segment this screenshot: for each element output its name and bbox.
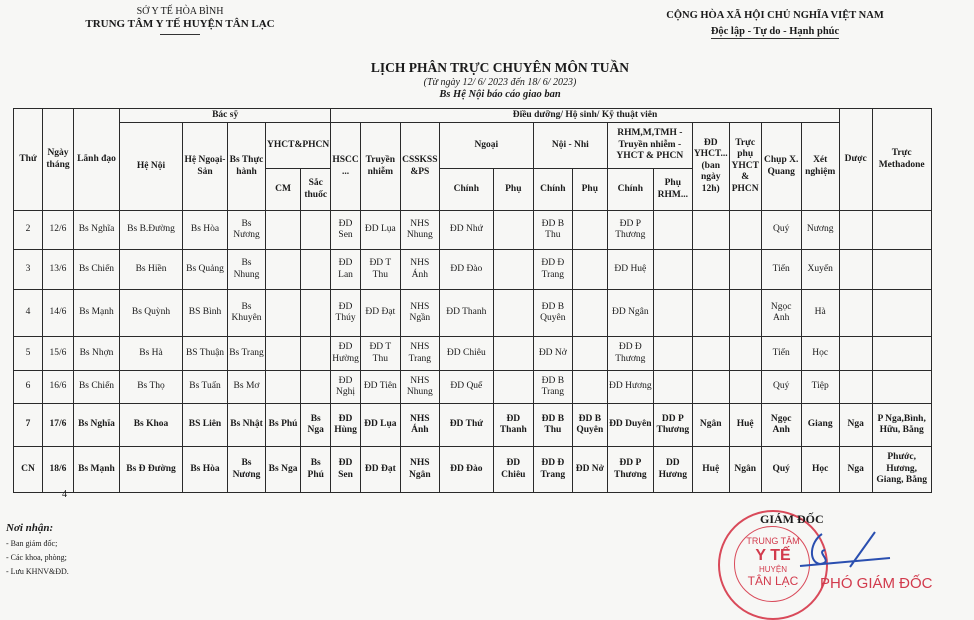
cell-csskss: NHS Trang	[400, 337, 439, 371]
cell-truyen: ĐD Tiên	[360, 371, 400, 404]
col-cm: CM	[266, 169, 301, 211]
official-stamp: TRUNG TÂM Y TẾ HUYỆN TÂN LẠC	[718, 510, 828, 620]
cell-xquang: Tiến	[761, 337, 801, 371]
cell-ngoai-phu: ĐD Chiêu	[493, 447, 533, 493]
cell-rhm-phu	[653, 371, 692, 404]
cell-rhm-phu: DD Hương	[653, 447, 692, 493]
cell-ngoai-san: BS Liên	[183, 404, 228, 447]
cell-ngoai-phu	[493, 337, 533, 371]
col-chup-x-quang: Chụp X. Quang	[761, 123, 801, 211]
col-he-noi: Hệ Nội	[120, 123, 183, 211]
col-noi-phu: Phụ	[572, 169, 607, 211]
cell-truc-phu	[729, 371, 761, 404]
cell-duoc	[839, 211, 872, 250]
cell-xn: Xuyến	[801, 250, 839, 290]
cell-ngay: 12/6	[43, 211, 74, 250]
cell-xn: Học	[801, 447, 839, 493]
cell-xquang: Ngọc Anh	[761, 404, 801, 447]
cell-thu: 7	[14, 404, 43, 447]
report-note: Bs Hệ Nội báo cáo giao ban	[439, 89, 561, 100]
cell-xn: Tiệp	[801, 371, 839, 404]
cell-rhm-phu	[653, 211, 692, 250]
cell-thu: CN	[14, 447, 43, 493]
cell-sac: Bs Nga	[301, 404, 331, 447]
cell-truyen: ĐD T Thu	[360, 337, 400, 371]
cell-ngay: 18/6	[43, 447, 74, 493]
cell-xquang: Ngọc Anh	[761, 290, 801, 337]
cell-cm	[266, 337, 301, 371]
cell-truyen: ĐD Lụa	[360, 211, 400, 250]
cell-rhm-chinh: ĐD Ngân	[607, 290, 653, 337]
cell-ngoai-chinh: ĐD Nhứ	[439, 211, 493, 250]
cell-hscc: ĐD Sen	[331, 447, 361, 493]
cell-methadone	[872, 250, 931, 290]
col-ngoai-chinh: Chính	[439, 169, 493, 211]
cell-duoc	[839, 290, 872, 337]
document-title: LỊCH PHÂN TRỰC CHUYÊN MÔN TUẦN	[370, 60, 630, 75]
table-row	[14, 290, 932, 337]
cell-hscc: ĐD Sen	[331, 211, 361, 250]
cell-hscc: ĐD Lan	[331, 250, 361, 290]
cell-he-noi: Bs Hà	[120, 337, 183, 371]
cell-ngoai-phu	[493, 211, 533, 250]
cell-cm: Bs Phú	[266, 404, 301, 447]
group-bac-sy: Bác sỹ	[120, 109, 331, 123]
col-lanh-dao: Lãnh đạo	[74, 109, 120, 211]
motto: Độc lập - Tự do - Hạnh phúc	[710, 26, 840, 37]
cell-csskss: NHS Ánh	[400, 250, 439, 290]
cell-ngoai-chinh: ĐD Thứ	[439, 404, 493, 447]
issuing-agency	[60, 6, 300, 35]
cell-lanh-dao: Bs Mạnh	[74, 290, 120, 337]
cell-noi-chinh: ĐD B Thu	[533, 211, 572, 250]
national-motto	[640, 10, 910, 39]
cell-rhm-chinh: ĐD Duyên	[607, 404, 653, 447]
cell-noi-phu: ĐD Nở	[572, 447, 607, 493]
cell-cm	[266, 290, 301, 337]
cell-hscc: ĐD Nghị	[331, 371, 361, 404]
cell-rhm-chinh: ĐD Đ Thương	[607, 337, 653, 371]
cell-ngoai-phu	[493, 290, 533, 337]
cell-methadone	[872, 371, 931, 404]
group-yhct-phcn: YHCT&PHCN	[266, 123, 331, 169]
group-noi-nhi: Nội - Nhi	[533, 123, 607, 169]
cell-dd-yhct	[692, 337, 729, 371]
cell-ngoai-chinh: ĐD Chiêu	[439, 337, 493, 371]
cell-rhm-phu: DD P Thương	[653, 404, 692, 447]
cell-duoc	[839, 371, 872, 404]
cell-cm	[266, 211, 301, 250]
col-dd-yhct: ĐD YHCT... (ban ngày 12h)	[692, 123, 729, 211]
cell-ngoai-san: BS Thuận	[183, 337, 228, 371]
cell-ngoai-san: Bs Hòa	[183, 211, 228, 250]
cell-thuc-hanh: Bs Trang	[228, 337, 266, 371]
cell-methadone: P Nga,Bình, Hữu, Bằng	[872, 404, 931, 447]
table-row	[14, 211, 932, 250]
cell-ngoai-chinh: ĐD Thanh	[439, 290, 493, 337]
cell-truc-phu	[729, 290, 761, 337]
cell-rhm-phu	[653, 250, 692, 290]
cell-thuc-hanh: Bs Nhật	[228, 404, 266, 447]
cell-truc-phu	[729, 250, 761, 290]
cell-noi-chinh: ĐD B Trang	[533, 371, 572, 404]
col-csskss: CSSKSS &PS	[400, 123, 439, 211]
cell-thu: 5	[14, 337, 43, 371]
cell-csskss: NHS Ánh	[400, 404, 439, 447]
col-thu: Thứ	[14, 109, 43, 211]
cell-noi-chinh: ĐD B Thu	[533, 404, 572, 447]
cell-ngay: 13/6	[43, 250, 74, 290]
group-dieu-duong: Điều dưỡng/ Hộ sinh/ Kỹ thuật viên	[331, 109, 839, 123]
col-noi-chinh: Chính	[533, 169, 572, 211]
cell-dd-yhct	[692, 290, 729, 337]
col-ngay: Ngày tháng	[43, 109, 74, 211]
cell-lanh-dao: Bs Nghĩa	[74, 404, 120, 447]
cell-sac	[301, 337, 331, 371]
cell-ngoai-san: Bs Hòa	[183, 447, 228, 493]
duty-schedule-table	[13, 108, 932, 493]
cell-lanh-dao: Bs Nghĩa	[74, 211, 120, 250]
cell-csskss: NHS Ngân	[400, 447, 439, 493]
cell-truc-phu	[729, 337, 761, 371]
cell-lanh-dao: Bs Chiến	[74, 371, 120, 404]
cell-noi-phu: ĐD B Quyên	[572, 404, 607, 447]
cell-thu: 2	[14, 211, 43, 250]
cell-xn: Hà	[801, 290, 839, 337]
recipients-heading: Nơi nhận:	[6, 522, 54, 534]
cell-truyen: ĐD Đạt	[360, 447, 400, 493]
group-rhm: RHM,M,TMH - Truyền nhiễm - YHCT & PHCN	[607, 123, 692, 169]
signature-icon	[780, 522, 900, 582]
cell-sac: Bs Phú	[301, 447, 331, 493]
cell-lanh-dao: Bs Mạnh	[74, 447, 120, 493]
cell-cm	[266, 250, 301, 290]
col-ngoai-phu: Phụ	[493, 169, 533, 211]
cell-duoc	[839, 250, 872, 290]
col-truyen-nhiem: Truyền nhiễm	[360, 123, 400, 211]
cell-methadone	[872, 211, 931, 250]
cell-xquang: Tiến	[761, 250, 801, 290]
table-row	[14, 404, 932, 447]
document-title-block	[300, 60, 700, 100]
group-ngoai: Ngoại	[439, 123, 533, 169]
cell-rhm-chinh: ĐD P Thương	[607, 211, 653, 250]
cell-csskss: NHS Nhung	[400, 211, 439, 250]
cell-ngoai-san: BS Bình	[183, 290, 228, 337]
cell-noi-chinh: ĐD Đ Trang	[533, 250, 572, 290]
cell-duoc	[839, 337, 872, 371]
cell-ngoai-san: Bs Tuấn	[183, 371, 228, 404]
cell-ngoai-phu	[493, 250, 533, 290]
col-methadone: Trực Methadone	[872, 109, 931, 211]
cell-ngoai-san: Bs Quảng	[183, 250, 228, 290]
cell-noi-chinh: ĐD B Quyên	[533, 290, 572, 337]
cell-dd-yhct	[692, 371, 729, 404]
cell-methadone	[872, 337, 931, 371]
cell-ngoai-phu: ĐD Thanh	[493, 404, 533, 447]
cell-rhm-chinh: ĐD Huệ	[607, 250, 653, 290]
cell-lanh-dao: Bs Chiến	[74, 250, 120, 290]
table-row	[14, 250, 932, 290]
country-name: CỘNG HÒA XÃ HỘI CHỦ NGHĨA VIỆT NAM	[666, 10, 884, 21]
cell-hscc: ĐD Hùng	[331, 404, 361, 447]
cell-cm: Bs Nga	[266, 447, 301, 493]
cell-thuc-hanh: Bs Mơ	[228, 371, 266, 404]
cell-noi-phu	[572, 337, 607, 371]
cell-he-noi: Bs Khoa	[120, 404, 183, 447]
col-rhm-phu: Phụ RHM...	[653, 169, 692, 211]
signatory-title: GIÁM ĐỐC	[760, 512, 824, 526]
col-duoc: Dược	[839, 109, 872, 211]
cell-duoc: Nga	[839, 404, 872, 447]
recipient-item: - Các khoa, phòng;	[6, 553, 67, 562]
col-bs-thuc-hanh: Bs Thực hành	[228, 123, 266, 211]
col-xet-nghiem: Xét nghiệm	[801, 123, 839, 211]
page-number: 4	[62, 489, 67, 500]
cell-ngay: 15/6	[43, 337, 74, 371]
col-rhm-chinh: Chính	[607, 169, 653, 211]
cell-dd-yhct	[692, 211, 729, 250]
cell-ngoai-chinh: ĐD Đào	[439, 447, 493, 493]
cell-he-noi: Bs Hiền	[120, 250, 183, 290]
date-range: (Từ ngày 12/ 6/ 2023 đến 18/ 6/ 2023)	[423, 77, 577, 88]
cell-truc-phu: Ngân	[729, 447, 761, 493]
cell-hscc: ĐD Hường	[331, 337, 361, 371]
cell-ngoai-phu	[493, 371, 533, 404]
col-sac-thuoc: Sắc thuốc	[301, 169, 331, 211]
table-row	[14, 337, 932, 371]
cell-csskss: NHS Ngần	[400, 290, 439, 337]
recipients	[6, 522, 69, 576]
cell-noi-chinh: ĐD Nở	[533, 337, 572, 371]
col-hscc: HSCC ...	[331, 123, 361, 211]
cell-rhm-chinh: ĐD Hương	[607, 371, 653, 404]
cell-noi-phu	[572, 290, 607, 337]
cell-thu: 6	[14, 371, 43, 404]
cell-ngoai-chinh: ĐD Đào	[439, 250, 493, 290]
cell-xquang: Quý	[761, 447, 801, 493]
cell-thuc-hanh: Bs Khuyên	[228, 290, 266, 337]
recipient-item: - Ban giám đốc;	[6, 539, 58, 548]
cell-xquang: Quý	[761, 371, 801, 404]
cell-ngoai-chinh: ĐD Quế	[439, 371, 493, 404]
deputy-director-label: PHÓ GIÁM ĐỐC	[820, 575, 933, 592]
cell-truyen: ĐD Lụa	[360, 404, 400, 447]
agency-name: TRUNG TÂM Y TẾ HUYỆN TÂN LẠC	[85, 18, 275, 30]
cell-hscc: ĐD Thúy	[331, 290, 361, 337]
cell-methadone	[872, 290, 931, 337]
cell-thuc-hanh: Bs Nhung	[228, 250, 266, 290]
cell-rhm-chinh: ĐD P Thương	[607, 447, 653, 493]
cell-truc-phu	[729, 211, 761, 250]
cell-he-noi: Bs Đ Đường	[120, 447, 183, 493]
recipient-item: - Lưu KHNV&ĐD.	[6, 567, 69, 576]
cell-he-noi: Bs Quỳnh	[120, 290, 183, 337]
cell-thu: 3	[14, 250, 43, 290]
cell-csskss: NHS Nhung	[400, 371, 439, 404]
cell-ngay: 16/6	[43, 371, 74, 404]
agency-parent: SỞ Y TẾ HÒA BÌNH	[136, 6, 224, 17]
cell-dd-yhct: Ngân	[692, 404, 729, 447]
col-truc-phu: Trực phụ YHCT & PHCN	[729, 123, 761, 211]
cell-thu: 4	[14, 290, 43, 337]
cell-xquang: Quý	[761, 211, 801, 250]
cell-noi-chinh: ĐD Đ Trang	[533, 447, 572, 493]
cell-noi-phu	[572, 250, 607, 290]
cell-xn: Giang	[801, 404, 839, 447]
cell-rhm-phu	[653, 337, 692, 371]
cell-noi-phu	[572, 211, 607, 250]
divider	[160, 34, 200, 35]
header-row-1	[14, 109, 932, 123]
cell-he-noi: Bs Thọ	[120, 371, 183, 404]
col-he-ngoai-san: Hệ Ngoại-Sản	[183, 123, 228, 211]
table-row	[14, 447, 932, 493]
cell-dd-yhct: Huệ	[692, 447, 729, 493]
cell-noi-phu	[572, 371, 607, 404]
cell-sac	[301, 290, 331, 337]
cell-rhm-phu	[653, 290, 692, 337]
cell-truyen: ĐD Đạt	[360, 290, 400, 337]
table-row	[14, 371, 932, 404]
cell-xn: Nương	[801, 211, 839, 250]
header-row-2	[14, 123, 932, 169]
cell-ngay: 17/6	[43, 404, 74, 447]
cell-sac	[301, 211, 331, 250]
cell-xn: Học	[801, 337, 839, 371]
cell-he-noi: Bs B.Đường	[120, 211, 183, 250]
cell-sac	[301, 371, 331, 404]
cell-truyen: ĐD T Thu	[360, 250, 400, 290]
cell-lanh-dao: Bs Nhợn	[74, 337, 120, 371]
cell-thuc-hanh: Bs Nương	[228, 447, 266, 493]
cell-cm	[266, 371, 301, 404]
cell-ngay: 14/6	[43, 290, 74, 337]
cell-truc-phu: Huệ	[729, 404, 761, 447]
cell-duoc: Nga	[839, 447, 872, 493]
schedule-body	[14, 211, 932, 493]
cell-dd-yhct	[692, 250, 729, 290]
cell-sac	[301, 250, 331, 290]
cell-methadone: Phước, Hương, Giang, Bằng	[872, 447, 931, 493]
cell-thuc-hanh: Bs Nương	[228, 211, 266, 250]
